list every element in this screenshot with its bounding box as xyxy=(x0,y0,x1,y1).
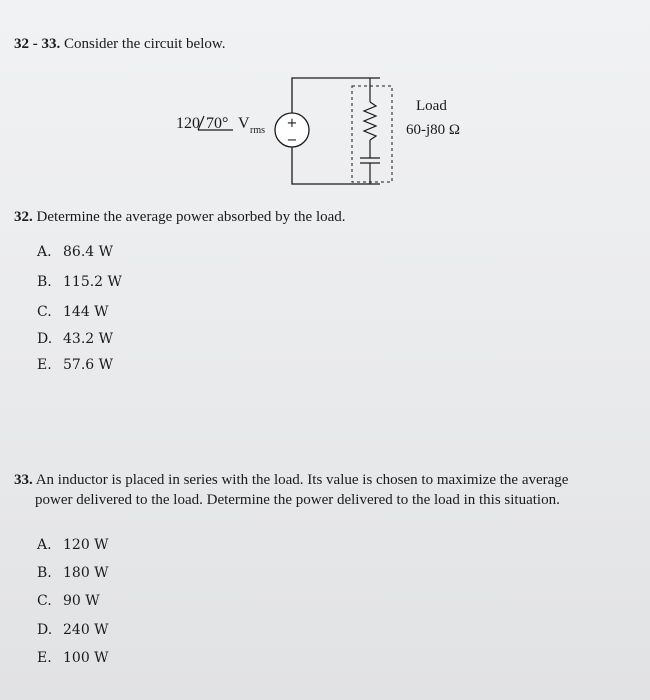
q33-option-c: C. 90 W xyxy=(37,593,100,609)
question-33-line2: power delivered to the load. Determine the power delivered to the load in this situation. xyxy=(35,492,560,508)
question-33 xyxy=(14,470,634,510)
plus-sign: + xyxy=(286,116,298,131)
question-32-number: 32. xyxy=(14,209,33,225)
load-value: 60-j80 Ω xyxy=(406,122,461,138)
load-title: Load xyxy=(416,98,447,114)
q32-option-d: D. 43.2 W xyxy=(37,331,114,347)
question-33-line1: An inductor is placed in series with the load. Its value is chosen to maximize the average xyxy=(35,472,569,488)
problem-intro: Consider the circuit below. xyxy=(64,36,226,52)
svg-text:120 xyxy=(176,115,200,132)
question-32 xyxy=(14,207,346,227)
minus-sign: − xyxy=(286,133,298,148)
source-angle: 70° xyxy=(206,115,229,132)
q33-option-a: A. 120 W xyxy=(37,537,109,553)
resistor-icon xyxy=(364,102,376,140)
q33-option-e: E. 100 W xyxy=(37,650,109,666)
q33-option-d: D. 240 W xyxy=(37,622,109,638)
q32-option-a: A. 86.4 W xyxy=(37,244,114,260)
problem-header xyxy=(14,36,225,53)
source-subscript: rms xyxy=(250,125,265,136)
problem-number: 32 - 33. xyxy=(14,36,61,52)
q32-option-b: B. 115.2 W xyxy=(37,274,122,290)
q32-option-e: E. 57.6 W xyxy=(37,357,114,373)
source-unit: V xyxy=(238,115,250,132)
question-33-number: 33. xyxy=(14,472,33,488)
circuit-diagram xyxy=(160,66,480,196)
q33-option-b: B. 180 W xyxy=(37,565,109,581)
question-32-text: Determine the average power absorbed by the load. xyxy=(36,209,346,225)
q32-option-c: C. 144 W xyxy=(37,304,109,320)
source-magnitude: 120 xyxy=(176,115,200,132)
